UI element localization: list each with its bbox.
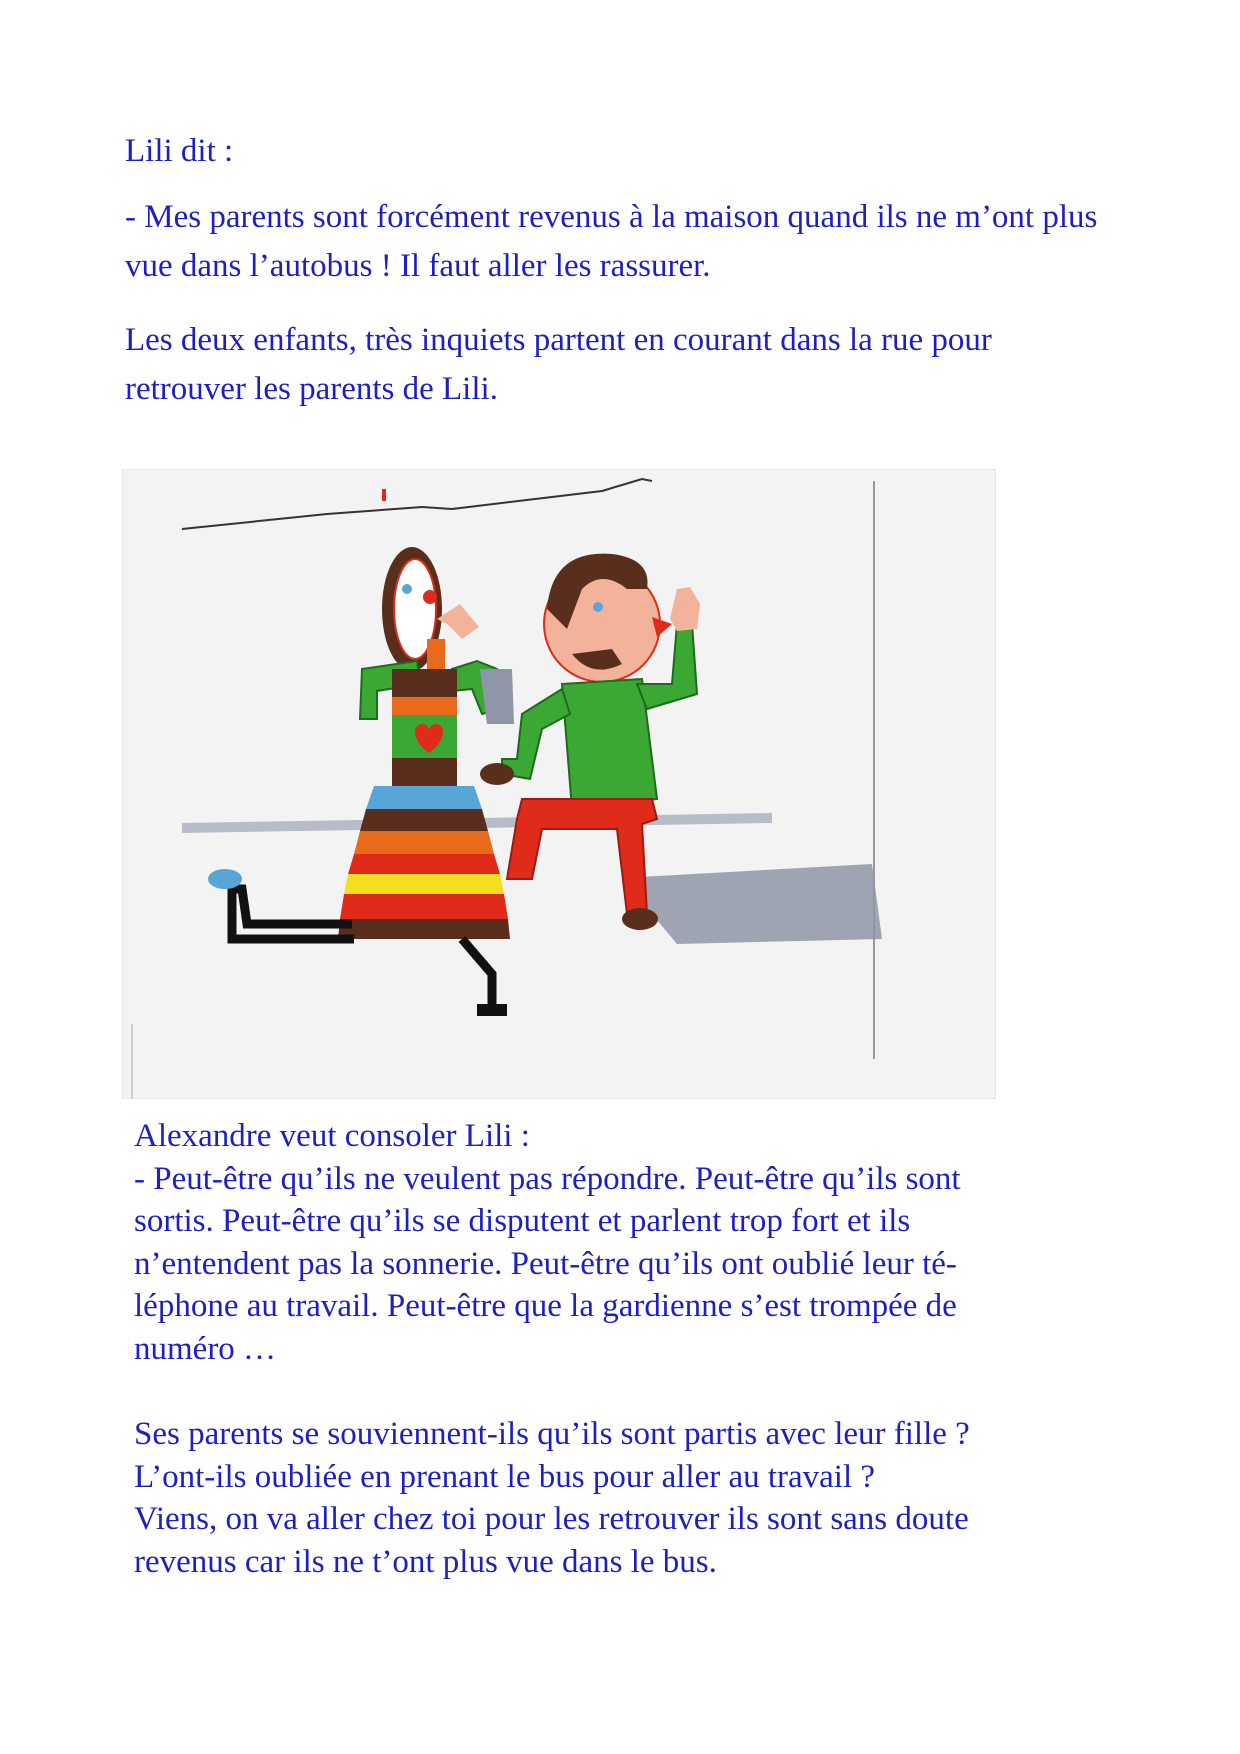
child-drawing-illustration — [122, 469, 996, 1099]
text-line: L’ont-ils oubliée en prenant le bus pour aller au travail ? — [134, 1458, 876, 1495]
dialogue-paragraph: - Mes parents sont forcément revenus à la maison quand ils ne m’ont plus vue dans l’autobus ! Il faut aller les rassurer. — [125, 199, 1098, 284]
text-line: numéro … — [134, 1330, 277, 1367]
text-line: léphone au travail. Peut-être que la gardienne s’est trompée de — [134, 1288, 957, 1325]
questions-paragraph — [134, 1413, 1114, 1583]
text-line: Alexandre veut consoler Lili : — [134, 1118, 530, 1154]
consolation-paragraph — [134, 1115, 1114, 1370]
text-line: sortis. Peut-être qu’ils se disputent et parlent trop fort et ils — [134, 1203, 911, 1240]
text-line: - Peut-être qu’ils ne veulent pas répondre. Peut-être qu’ils sont — [134, 1160, 961, 1197]
narration-paragraph: Les deux enfants, très inquiets partent en courant dans la rue pour retrouver les parents de Lili. — [125, 322, 992, 407]
text-line: revenus car ils ne t’ont plus vue dans le bus. — [134, 1543, 717, 1580]
text-line: n’entendent pas la sonnerie. Peut-être qu’ils ont oublié leur té- — [134, 1245, 957, 1282]
text-line: Ses parents se souviennent-ils qu’ils sont partis avec leur fille ? — [134, 1416, 970, 1452]
intro-line: Lili dit : — [125, 133, 234, 169]
text-line: Viens, on va aller chez toi pour les retrouver ils sont sans doute — [134, 1501, 969, 1538]
